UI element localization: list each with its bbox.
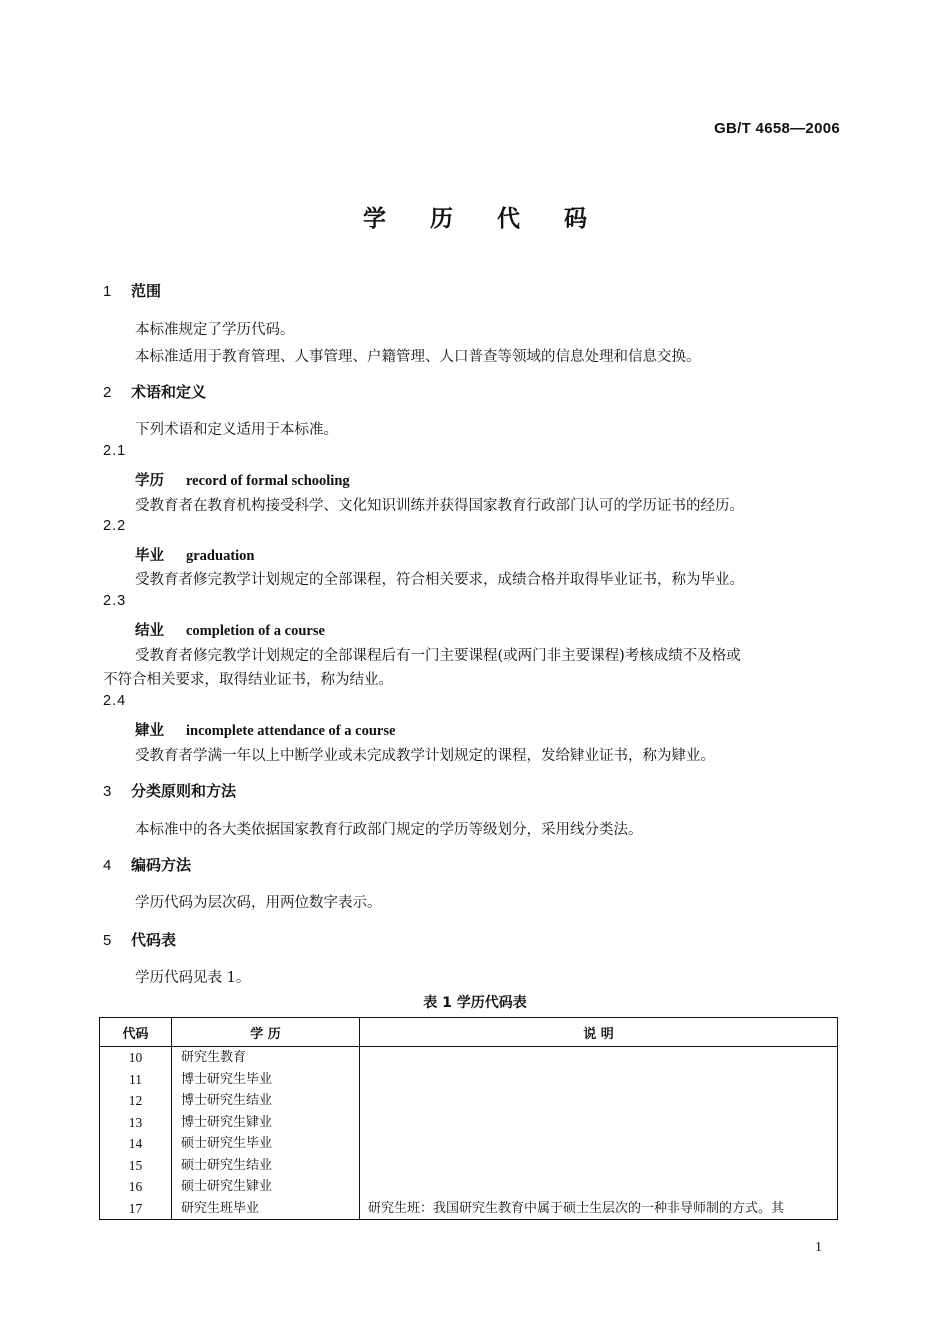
term-english: incomplete attendance of a course [186,723,396,739]
term-heading [135,469,350,490]
subsection-number: 2.4 [103,693,127,709]
section-number: 2 [103,384,112,401]
term-chinese: 结业 [135,623,164,639]
term-definition: 受教育者在教育机构接受科学、文化知识训练并获得国家教育行政部门认可的学历证书的经历。 [135,498,744,514]
term-chinese: 毕业 [135,548,164,564]
cell-note [360,1112,838,1134]
section-4-heading [103,854,191,875]
section-title: 编码方法 [131,856,192,874]
header-note: 说 明 [360,1018,838,1047]
section-3-heading [103,780,236,801]
section-number: 3 [103,783,112,800]
table-row [100,1198,838,1220]
cell-note [360,1133,838,1155]
cell-degree: 硕士研究生结业 [172,1155,360,1177]
term-heading [135,544,255,565]
cell-note [360,1090,838,1112]
cell-code: 13 [100,1112,172,1134]
cell-degree: 硕士研究生毕业 [172,1133,360,1155]
table-row [100,1047,838,1069]
cell-note: 研究生班：我国研究生教育中属于硕士生层次的一种非导师制的方式。其 [360,1198,838,1220]
subsection-number: 2.3 [103,593,127,609]
section-title: 分类原则和方法 [131,782,237,800]
cell-degree: 硕士研究生肄业 [172,1176,360,1198]
header-code: 代码 [100,1018,172,1047]
paragraph: 本标准中的各大类依据国家教育行政部门规定的学历等级划分，采用线分类法。 [135,822,643,838]
section-number: 5 [103,932,112,949]
section-5-heading [103,929,176,950]
table-caption: 表 1 学历代码表 [423,995,527,1011]
term-chinese: 肄业 [135,723,164,739]
section-number: 1 [103,283,112,300]
cell-note [360,1155,838,1177]
page-number: 1 [815,1240,822,1255]
cell-note [360,1176,838,1198]
cell-code: 12 [100,1090,172,1112]
header-degree: 学 历 [172,1018,360,1047]
term-definition: 受教育者修完教学计划规定的全部课程后有一门主要课程(或两门非主要课程)考核成绩不及格或 [135,648,741,664]
cell-code: 10 [100,1047,172,1069]
cell-note [360,1069,838,1091]
table-row [100,1176,838,1198]
paragraph: 下列术语和定义适用于本标准。 [135,422,338,438]
cell-degree: 研究生教育 [172,1047,360,1069]
cell-degree: 博士研究生肄业 [172,1112,360,1134]
section-2-heading [103,381,206,402]
paragraph: 学历代码为层次码，用两位数字表示。 [135,895,382,911]
cell-code: 11 [100,1069,172,1091]
table-row [100,1090,838,1112]
paragraph: 本标准适用于教育管理、人事管理、户籍管理、人口普查等领域的信息处理和信息交换。 [135,349,701,365]
term-definition: 受教育者修完教学计划规定的全部课程，符合相关要求，成绩合格并取得毕业证书，称为毕业。 [135,572,744,588]
term-heading [135,619,325,640]
paragraph: 学历代码见表 1。 [135,970,251,986]
subsection-number: 2.1 [103,443,127,459]
term-heading [135,719,395,740]
section-title: 术语和定义 [131,383,207,401]
table-header-row [100,1018,838,1047]
cell-degree: 研究生班毕业 [172,1198,360,1220]
term-definition-continued: 不符合相关要求，取得结业证书，称为结业。 [103,672,393,688]
cell-code: 14 [100,1133,172,1155]
cell-code: 17 [100,1198,172,1220]
standard-id: GB/T 4658—2006 [714,120,840,137]
subsection-number: 2.2 [103,518,127,534]
term-english: record of formal schooling [186,473,350,489]
cell-degree: 博士研究生结业 [172,1090,360,1112]
cell-code: 15 [100,1155,172,1177]
section-title: 代码表 [131,931,177,949]
section-1-heading [103,280,161,301]
paragraph: 本标准规定了学历代码。 [135,322,295,338]
code-table [99,1017,838,1220]
table-row [100,1112,838,1134]
term-english: completion of a course [186,623,325,639]
table-row [100,1155,838,1177]
cell-degree: 博士研究生毕业 [172,1069,360,1091]
page-title: 学 历 代 码 [362,206,606,232]
section-number: 4 [103,857,112,874]
term-definition: 受教育者学满一年以上中断学业或未完成教学计划规定的课程，发给肄业证书，称为肄业。 [135,748,715,764]
term-chinese: 学历 [135,473,164,489]
cell-code: 16 [100,1176,172,1198]
term-english: graduation [186,548,255,564]
table-row [100,1133,838,1155]
table-row [100,1069,838,1091]
section-title: 范围 [131,282,162,300]
cell-note [360,1047,838,1069]
